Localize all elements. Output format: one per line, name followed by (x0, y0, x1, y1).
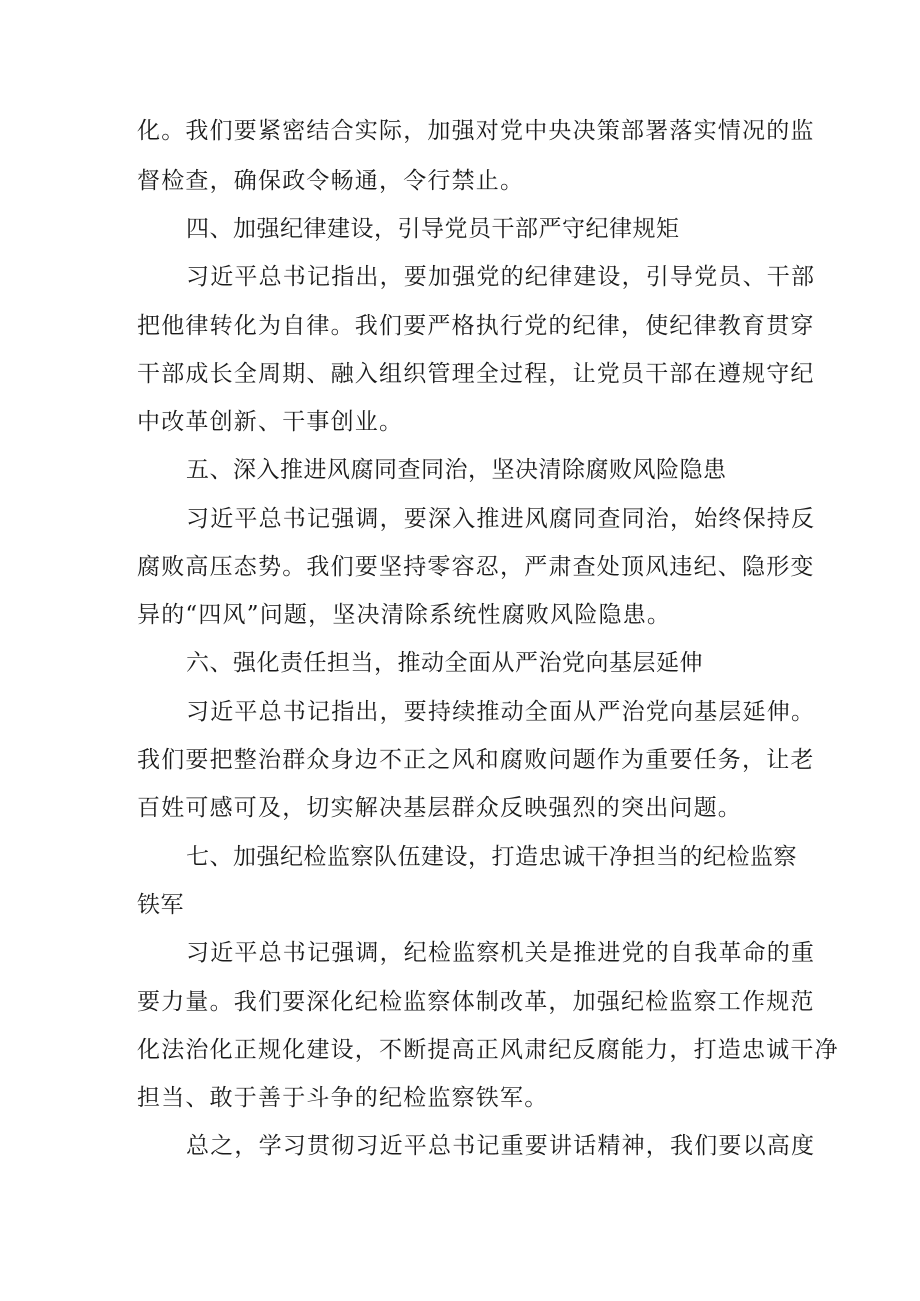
section-heading-5: 五、深入推进风腐同查同治，坚决清除腐败风险隐患 (186, 457, 727, 483)
section-heading-7: 七、加强纪检监察队伍建设，打造忠诚干净担当的纪检监察 (186, 844, 797, 870)
body-line: 督检查，确保政令畅通，令行禁止。 (137, 168, 525, 194)
body-line: 习近平总书记指出，要持续推动全面从严治党向基层延伸。 (186, 699, 816, 725)
body-line: 习近平总书记强调，要深入推进风腐同查同治，始终保持反 (186, 506, 816, 532)
section-heading-6: 六、强化责任担当，推动全面从严治党向基层延伸 (186, 650, 703, 676)
body-line: 要力量。我们要深化纪检监察体制改革，加强纪检监察工作规范 (137, 989, 815, 1015)
body-line: 习近平总书记指出，要加强党的纪律建设，引导党员、干部 (186, 264, 816, 290)
body-line: 把他律转化为自律。我们要严格执行党的纪律，使纪律教育贯穿 (137, 313, 815, 339)
body-line: 百姓可感可及，切实解决基层群众反映强烈的突出问题。 (137, 795, 742, 821)
body-line: 化。我们要紧密结合实际，加强对党中央决策部署落实情况的监 (137, 118, 815, 144)
body-line: 总之，学习贯彻习近平总书记重要讲话精神，我们要以高度 (186, 1133, 816, 1159)
body-line: 习近平总书记强调，纪检监察机关是推进党的自我革命的重 (186, 940, 816, 966)
body-line: 腐败高压态势。我们要坚持零容忍，严肃查处顶风违纪、隐形变 (137, 554, 815, 580)
body-line: 中改革创新、干事创业。 (137, 409, 404, 435)
body-line: 我们要把整治群众身边不正之风和腐败问题作为重要任务，让老 (137, 747, 815, 773)
body-line: 异的“四风”问题，坚决清除系统性腐败风险隐患。 (137, 602, 672, 628)
body-line: 担当、敢于善于斗争的纪检监察铁军。 (137, 1085, 549, 1111)
body-line: 干部成长全周期、融入组织管理全过程，让党员干部在遵规守纪 (137, 361, 815, 387)
section-heading-4: 四、加强纪律建设，引导党员干部严守纪律规矩 (186, 216, 680, 242)
body-line: 化法治化正规化建设，不断提高正风肃纪反腐能力，打造忠诚干净 (137, 1037, 839, 1063)
section-heading-7-continued: 铁军 (137, 892, 184, 918)
